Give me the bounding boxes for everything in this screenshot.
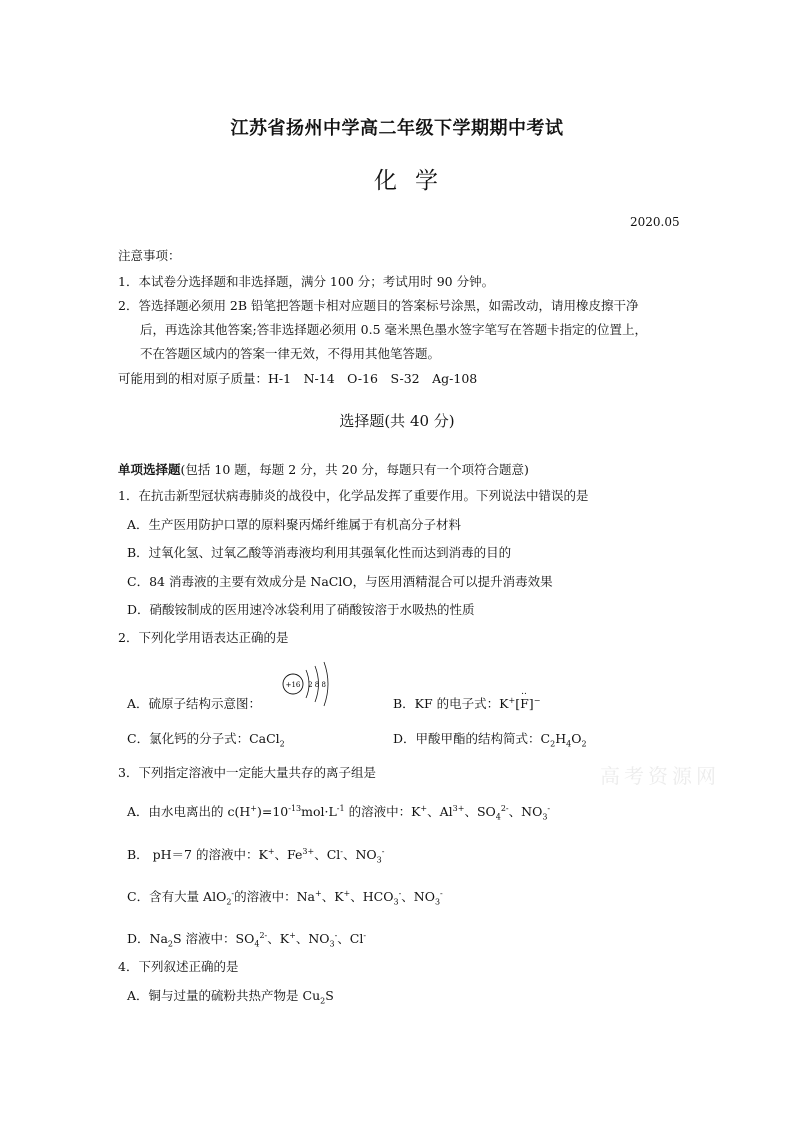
instruction-bold: 单项选择题 bbox=[118, 462, 181, 477]
q2-option-c-text: C．氯化钙的分子式：CaCl bbox=[127, 731, 280, 746]
atom-nucleus-label: +16 bbox=[285, 681, 301, 689]
fluorine-symbol: .. F bbox=[520, 687, 529, 711]
q2-option-a: A．硫原子结构示意图： bbox=[127, 696, 262, 711]
q1-option-c: C．84 消毒液的主要有效成分是 NaClO，与医用酒精混合可以提升消毒效果 bbox=[127, 574, 553, 589]
q3-option-d: D．$Na_2S$ 溶液中：$SO_4^{2-}$、K+、$NO_3^-$、Cl- bbox=[127, 930, 367, 949]
q4-option-a: A．铜与过量的硫粉共热产物是 $Cu_2S$ bbox=[127, 988, 334, 1006]
q3-option-b: B． pH＝7 的溶液中：K+、$Fe^{3+}$、Cl-、$NO_3^-$ bbox=[127, 846, 385, 865]
note-item-2-line-2: 后，再选涂其他答案;答非选择题必须用 0.5 毫米黑色墨水签字笔写在答题卡指定的位置上， bbox=[140, 322, 648, 337]
q4-stem: 4．下列叙述正确的是 bbox=[118, 959, 239, 974]
exam-title: 江苏省扬州中学高二年级下学期期中考试 bbox=[230, 118, 564, 139]
atom-shells-label: 2 8 8 bbox=[308, 681, 326, 689]
exam-date: 2020.05 bbox=[630, 215, 680, 229]
subject-title: 化学 bbox=[374, 168, 456, 194]
q2-option-b: B．KF 的电子式：K+[ .. F]− bbox=[393, 687, 541, 711]
q3-option-a: A．由水电离出的 $c(H^+)=10^{-13}mol\cdot L^{-1}$ 的溶液中：K+、$Al^{3+}$、$SO_4^{2-}$、$NO_3^-$ bbox=[127, 803, 551, 822]
notes-heading: 注意事项： bbox=[118, 248, 181, 263]
q2-option-d-text: D．甲酸甲酯的结构简式：C bbox=[393, 731, 551, 746]
q2-option-c: C．氯化钙的分子式：CaCl$_2$ bbox=[127, 731, 285, 749]
note-item-2-line-1: 2．答选择题必须用 2B 铅笔把答题卡相对应题目的答案标号涂黑，如需改动，请用橡皮擦干净 bbox=[118, 298, 639, 313]
section-title: 选择题(共 40 分) bbox=[339, 412, 455, 430]
q1-stem: 1．在抗击新型冠状病毒肺炎的战役中，化学品发挥了重要作用。下列说法中错误的是 bbox=[118, 488, 589, 503]
q3-stem: 3．下列指定溶液中一定能大量共存的离子组是 bbox=[118, 765, 376, 780]
q2-stem: 2．下列化学用语表达正确的是 bbox=[118, 630, 289, 645]
q1-option-a: A．生产医用防护口罩的原料聚丙烯纤维属于有机高分子材料 bbox=[127, 517, 462, 532]
q1-option-b: B．过氧化氢、过氧乙酸等消毒液均利用其强氧化性而达到消毒的目的 bbox=[127, 545, 512, 560]
atomic-masses: 可能用到的相对原子质量：H-1 N-14 O-16 S-32 Ag-108 bbox=[118, 371, 478, 386]
instruction-rest: (包括 10 题，每题 2 分，共 20 分，每题只有一个项符合题意) bbox=[180, 462, 529, 477]
watermark: 高考资源网 bbox=[600, 764, 720, 788]
q2-option-d: D．甲酸甲酯的结构简式：$C_2H_4O_2$ bbox=[393, 731, 587, 749]
section-instruction bbox=[118, 460, 529, 478]
q3-option-c: C．含有大量 AlO$_2$-的溶液中：Na+、K+、$HCO_3^-$、$NO_3^-$ bbox=[127, 888, 443, 907]
q2-option-b-text: B．KF 的电子式：K bbox=[393, 696, 509, 711]
q1-option-d: D．硝酸铵制成的医用速冷冰袋利用了硝酸铵溶于水吸热的性质 bbox=[127, 602, 475, 617]
sulfur-atom-diagram bbox=[279, 660, 339, 716]
note-item-2-line-3: 不在答题区域内的答案一律无效，不得用其他笔答题。 bbox=[140, 346, 441, 361]
note-item-1: 1．本试卷分选择题和非选择题，满分 100 分；考试用时 90 分钟。 bbox=[118, 274, 495, 289]
